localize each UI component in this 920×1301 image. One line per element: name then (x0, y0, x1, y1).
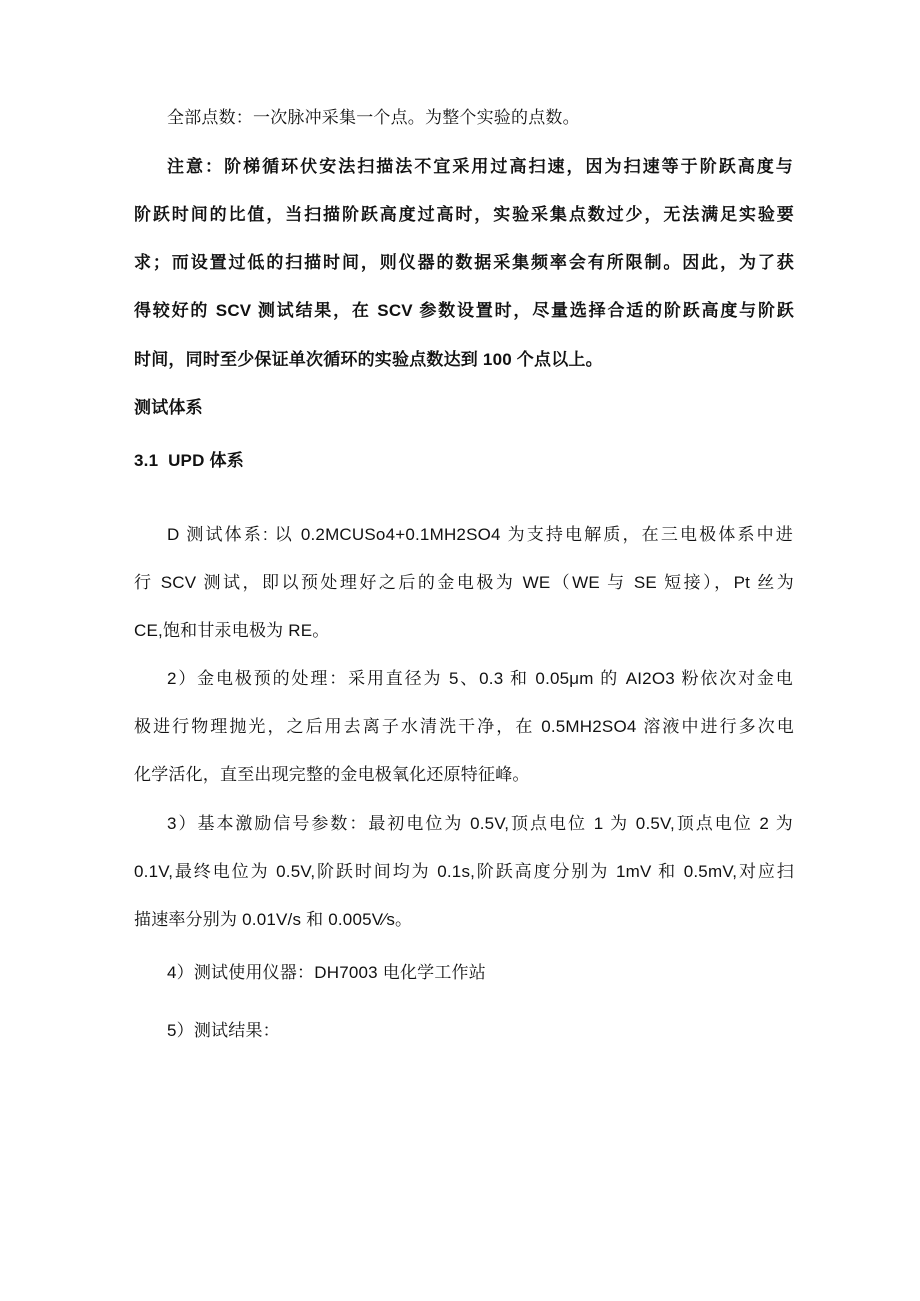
note-line-5: 时间，同时至少保证单次循环的实验点数达到 100 个点以上。 (134, 350, 603, 369)
item2-line-3: 化学活化，直至出现完整的金电极氧化还原特征峰。 (134, 765, 530, 784)
note-line-3: 求；而设置过低的扫描时间，则仪器的数据采集频率会有所限制。因此，为了获 (134, 253, 794, 272)
item1-line-3: CE,饱和甘汞电极为 RE。 (134, 621, 330, 640)
item1-line-1: D 测试体系: 以 0.2MCUSo4+0.1MH2SO4 为支持电解质，在三电极体系中进 (167, 525, 793, 544)
item4-line: 4）测试使用仪器：DH7003 电化学工作站 (167, 963, 486, 982)
section-heading-test-system: 测试体系 (134, 398, 203, 417)
item3-line-1: 3）基本激励信号参数：最初电位为 0.5V,顶点电位 1 为 0.5V,顶点电位 2 为 (167, 814, 793, 833)
note-line-4: 得较好的 SCV 测试结果，在 SCV 参数设置时，尽量选择合适的阶跃高度与阶跃 (134, 301, 794, 320)
item2-line-2: 极进行物理抛光，之后用去离子水清洗干净，在 0.5MH2SO4 溶液中进行多次电 (134, 717, 794, 736)
item5-line: 5）测试结果： (167, 1021, 280, 1040)
section-heading-3-1: 3.1 UPD 体系 (134, 451, 244, 470)
note-line-2: 阶跃时间的比值，当扫描阶跃高度过高时，实验采集点数过少，无法满足实验要 (134, 205, 794, 224)
item3-line-3: 描速率分别为 0.01V/s 和 0.005V∕s。 (134, 910, 413, 929)
item1-line-2: 行 SCV 测试，即以预处理好之后的金电极为 WE（WE 与 SE 短接），Pt 丝为 (134, 573, 794, 592)
paragraph-total-points: 全部点数：一次脉冲采集一个点。为整个实验的点数。 (167, 108, 580, 127)
item3-line-2: 0.1V,最终电位为 0.5V,阶跃时间均为 0.1s,阶跃高度分别为 1mV 和 0.5mV,对应扫 (134, 862, 794, 881)
note-line-1: 注意：阶梯循环伏安法扫描法不宜采用过高扫速，因为扫速等于阶跃高度与 (167, 157, 793, 176)
item2-line-1: 2）金电极预的处理：采用直径为 5、0.3 和 0.05μm 的 AI2O3 粉依次对金电 (167, 669, 793, 688)
